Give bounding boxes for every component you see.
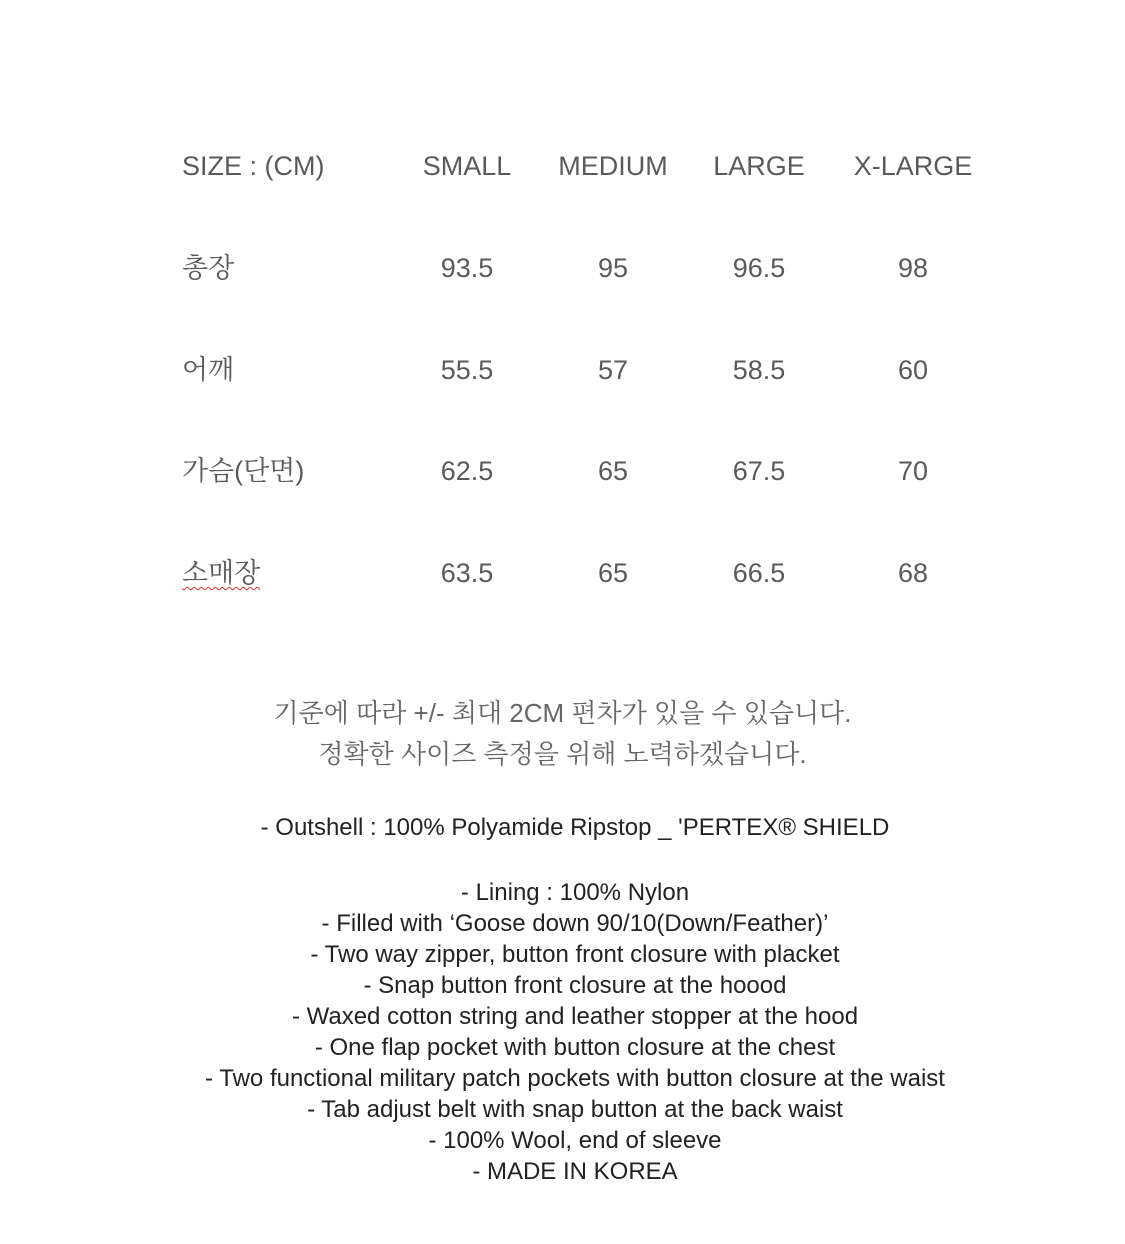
row-label: 가슴(단면) xyxy=(182,456,305,486)
table-row xyxy=(0,451,1125,491)
row-label: 총장 xyxy=(182,253,235,283)
spec-item: - One flap pocket with button closure at the chest xyxy=(314,1034,836,1061)
spec-item: - Two functional military patch pockets with button closure at the waist xyxy=(205,1065,945,1092)
header-large: LARGE xyxy=(713,151,805,181)
header-medium: MEDIUM xyxy=(558,151,668,181)
cell-small: 63.5 xyxy=(440,558,494,588)
cell-x-large: 98 xyxy=(897,253,929,283)
product-specs-list xyxy=(0,877,1125,1187)
header-size-unit: SIZE : (CM) xyxy=(182,151,325,181)
table-row xyxy=(0,350,1125,390)
cell-medium: 65 xyxy=(597,558,629,588)
spec-item: - Tab adjust belt with snap button at the back waist xyxy=(307,1096,843,1123)
note-line: 기준에 따라 +/- 최대 2CM 편차가 있을 수 있습니다. xyxy=(273,698,852,728)
header-small: SMALL xyxy=(422,151,512,181)
size-table-header xyxy=(0,146,1125,186)
row-label: 어깨 xyxy=(182,355,235,385)
cell-large: 96.5 xyxy=(732,253,786,283)
size-deviation-note xyxy=(0,693,1125,775)
cell-small: 62.5 xyxy=(440,456,494,486)
cell-medium: 65 xyxy=(597,456,629,486)
spec-item: - Snap button front closure at the hoood xyxy=(363,972,787,999)
header-x-large: X-LARGE xyxy=(853,151,973,181)
cell-large: 66.5 xyxy=(732,558,786,588)
spec-item: - Waxed cotton string and leather stopper at the hood xyxy=(291,1003,859,1030)
spec-item: - Two way zipper, button front closure with placket xyxy=(310,941,840,968)
table-row xyxy=(0,248,1125,288)
spec-item: - 100% Wool, end of sleeve xyxy=(428,1127,722,1154)
cell-large: 67.5 xyxy=(732,456,786,486)
note-line: 정확한 사이즈 측정을 위해 노력하겠습니다. xyxy=(318,739,807,769)
spec-item: - Filled with ‘Goose down 90/10(Down/Feather)’ xyxy=(321,910,829,937)
cell-x-large: 60 xyxy=(897,355,929,385)
cell-small: 55.5 xyxy=(440,355,494,385)
table-row xyxy=(0,553,1125,593)
outshell-spec: - Outshell : 100% Polyamide Ripstop _ 'PERTEX® SHIELD xyxy=(260,814,890,841)
cell-x-large: 68 xyxy=(897,558,929,588)
cell-x-large: 70 xyxy=(897,456,929,486)
cell-large: 58.5 xyxy=(732,355,786,385)
cell-medium: 57 xyxy=(597,355,629,385)
cell-medium: 95 xyxy=(597,253,629,283)
row-label: 소매장 xyxy=(182,558,261,588)
spec-item: - MADE IN KOREA xyxy=(472,1158,678,1185)
cell-small: 93.5 xyxy=(440,253,494,283)
spec-item: - Lining : 100% Nylon xyxy=(460,879,690,906)
